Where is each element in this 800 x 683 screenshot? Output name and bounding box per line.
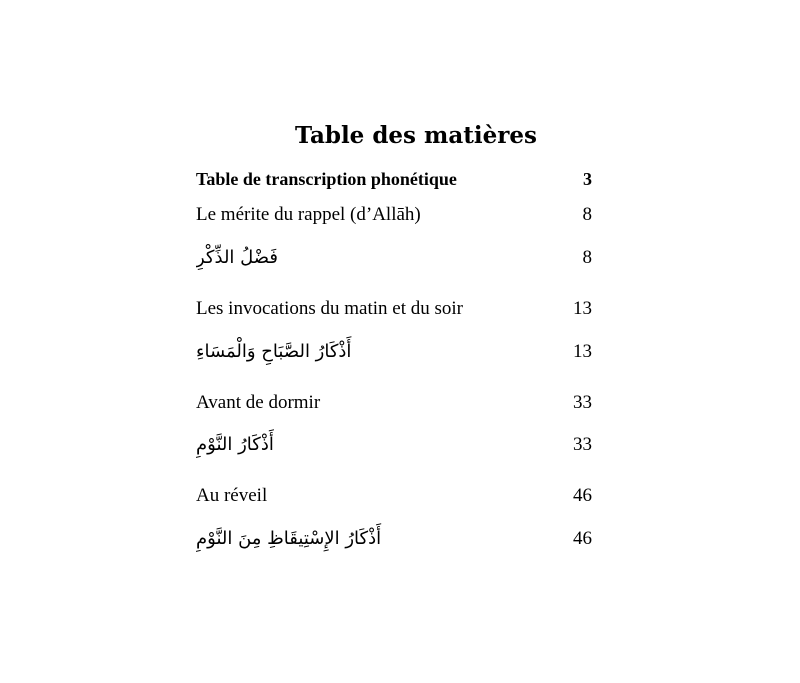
toc-entry-avant-de-dormir[interactable] — [196, 387, 592, 419]
toc-entry-label: Avant de dormir — [196, 392, 321, 413]
toc-entry-label: Les invocations du matin et du soir — [196, 298, 464, 319]
toc-entry-adhkar-al-istiqadh[interactable] — [196, 523, 592, 555]
toc-entry-page: 33 — [573, 392, 592, 413]
toc-entry-label: Table de transcription phonétique — [196, 169, 457, 189]
toc-entry-label: Le mérite du rappel (d’Allāh) — [196, 204, 421, 225]
toc-entry-page: 33 — [573, 434, 592, 455]
toc-entry-page: 3 — [583, 169, 592, 189]
toc-entry-au-reveil[interactable] — [196, 480, 592, 512]
toc-entry-label: أَذْكَارُ الإِسْتِيقَاظِ مِنَ النَّوْمِ — [196, 528, 382, 549]
toc-entry-label: Au réveil — [196, 485, 268, 506]
toc-entry-page: 8 — [582, 247, 592, 268]
toc-entry-label: أَذْكَارُ النَّوْمِ — [196, 434, 274, 455]
toc-entry-fadl-adh-dhikr[interactable] — [196, 242, 592, 274]
toc-entry-page: 46 — [573, 528, 592, 549]
toc-entry-label: أَذْكَارُ الصَّبَاحِ وَالْمَسَاءِ — [196, 341, 352, 362]
toc-entry-merite-du-rappel[interactable] — [196, 199, 592, 231]
toc-entry-adhkar-sabah-masa[interactable] — [196, 336, 592, 368]
toc-entry-label: فَضْلُ الذِّكْرِ — [196, 247, 279, 268]
toc-entry-page: 13 — [573, 341, 592, 362]
toc-entry-page: 46 — [573, 485, 592, 506]
toc-entry-adhkar-an-nawm[interactable] — [196, 429, 592, 461]
toc-entry-page: 13 — [573, 298, 592, 319]
toc-entry-invocations-matin-soir[interactable] — [196, 293, 592, 325]
toc-title: Table des matières — [295, 122, 537, 149]
toc-entry-phonetic-table[interactable] — [196, 163, 592, 195]
toc-entry-page: 8 — [582, 204, 592, 225]
